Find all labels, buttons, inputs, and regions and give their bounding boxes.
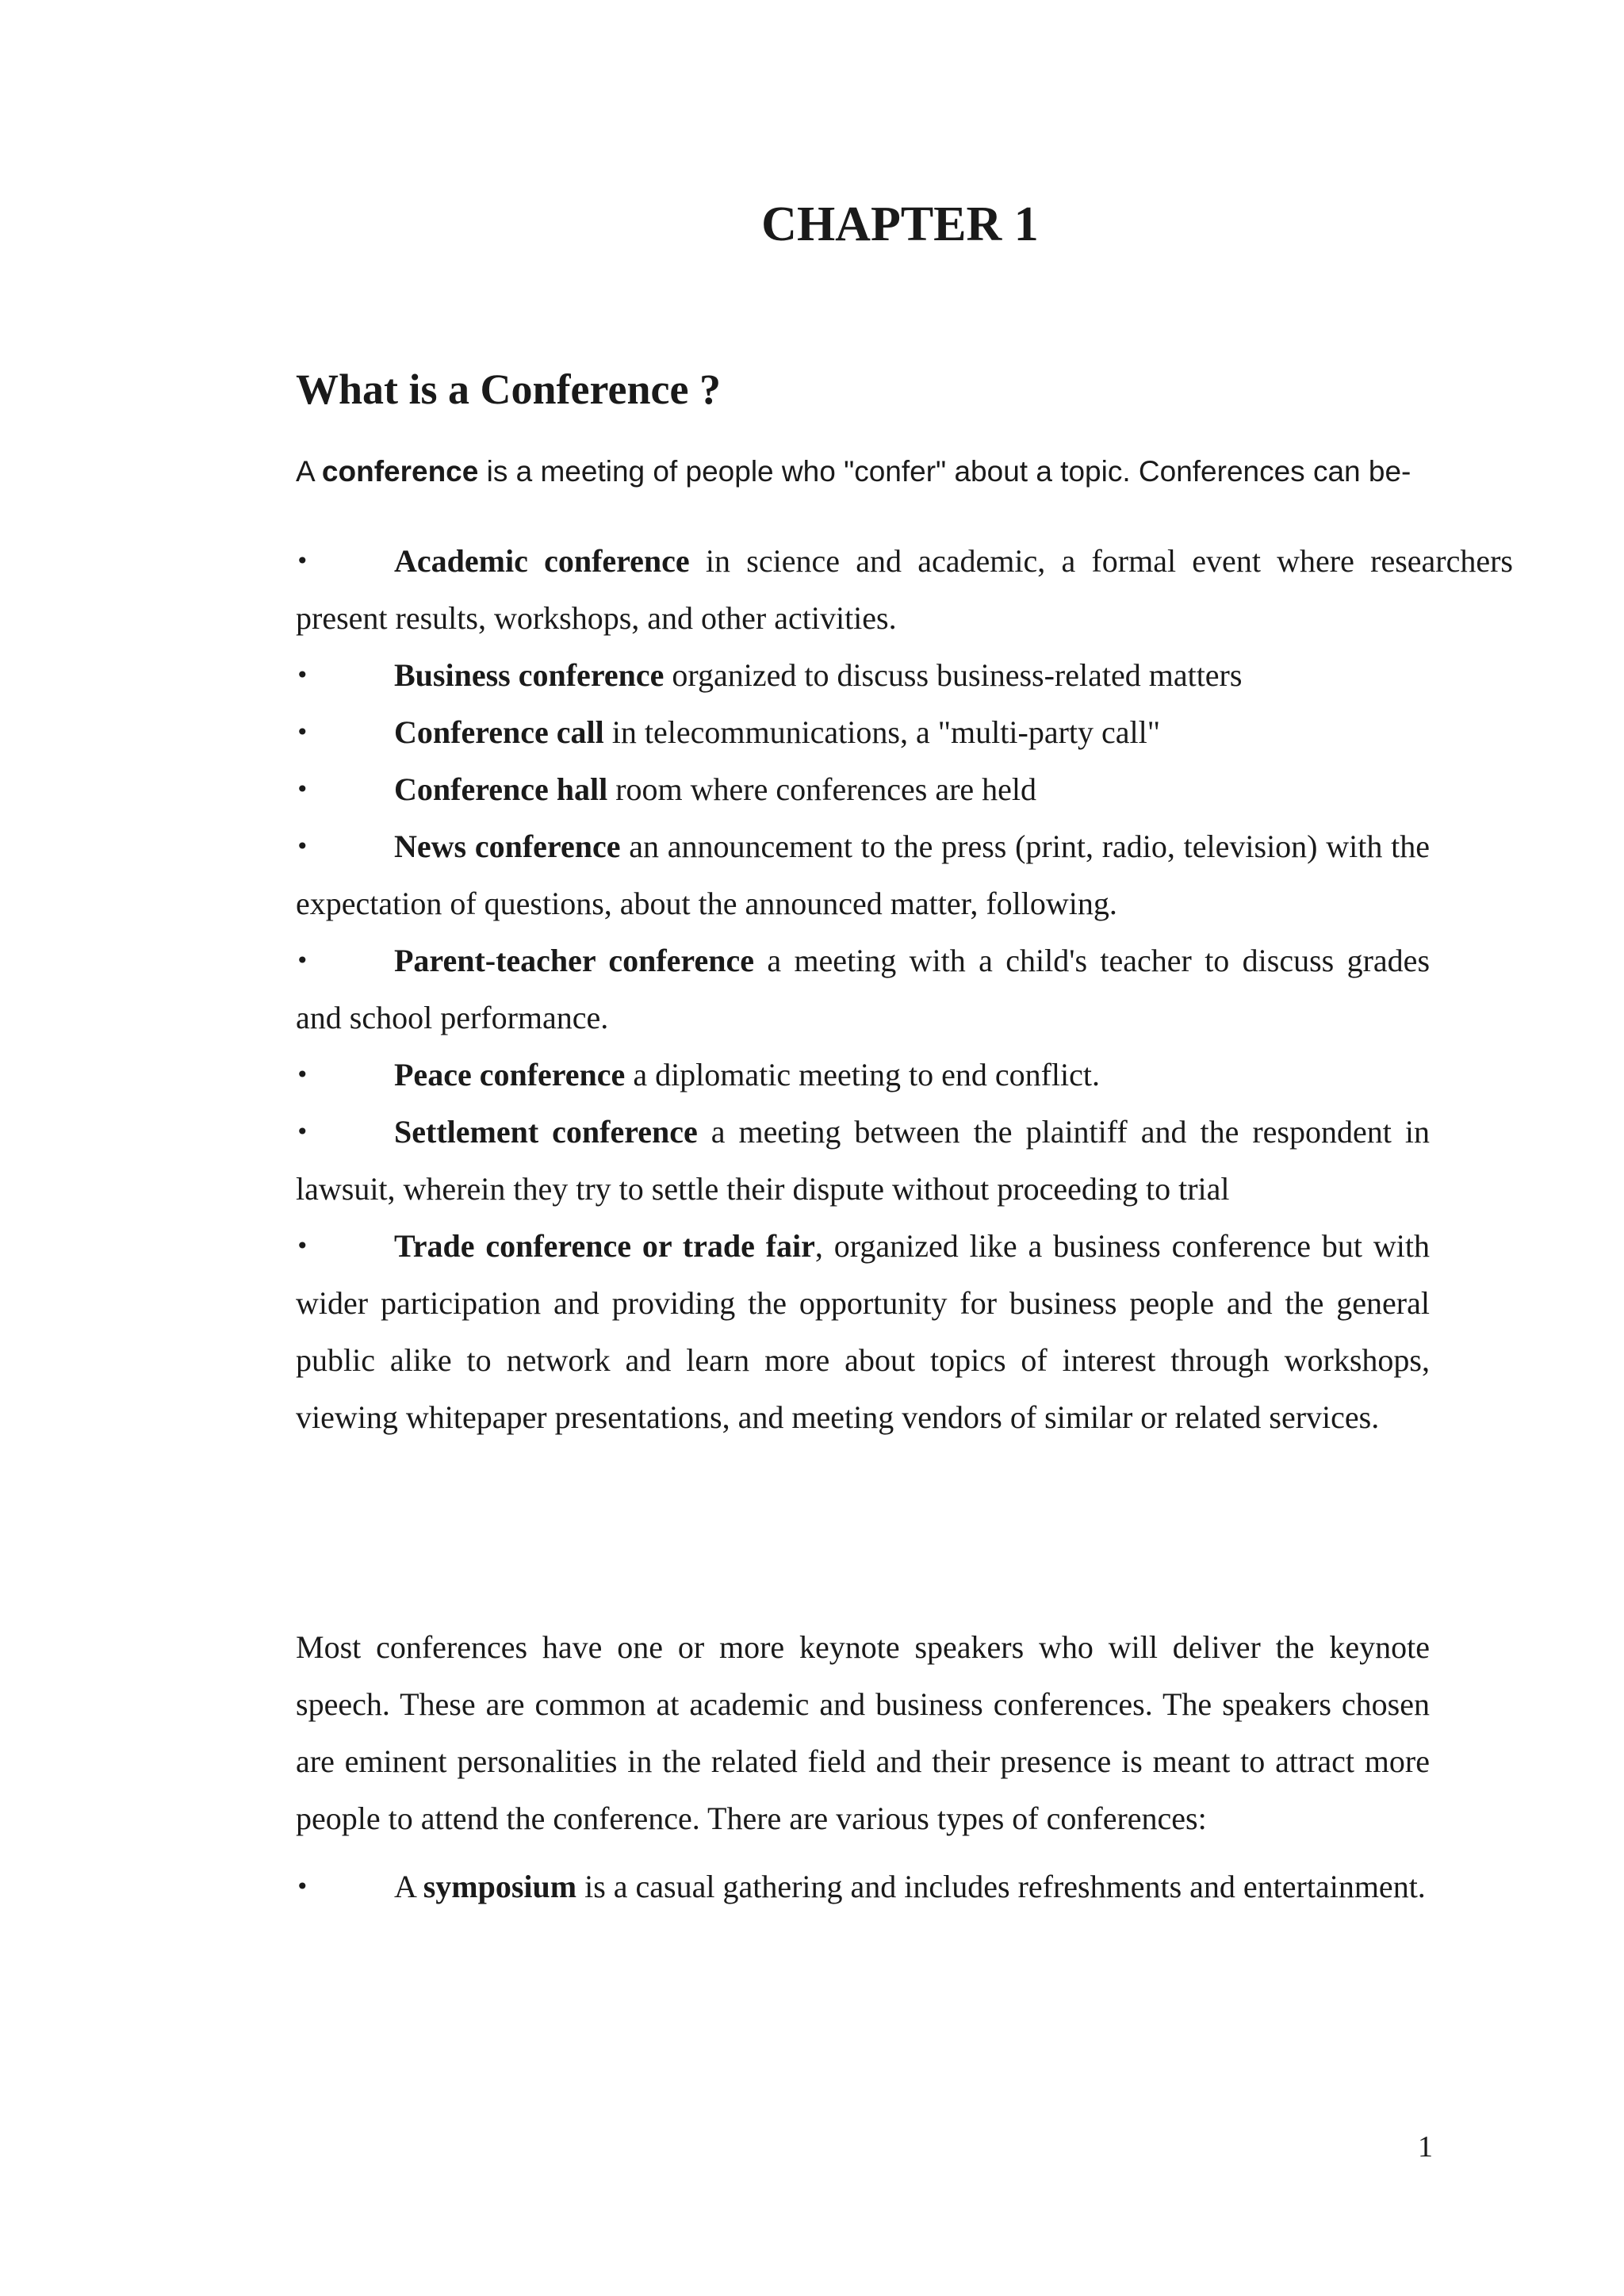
list-item xyxy=(296,1868,1430,1906)
list-item-desc: a diplomatic meeting to end conflict. xyxy=(625,1057,1101,1093)
symposium-pre: A xyxy=(394,1869,423,1904)
list-item-term: News conference xyxy=(394,828,621,864)
bullet-icon: • xyxy=(296,548,309,574)
bullet-icon: • xyxy=(296,662,309,688)
page-number: 1 xyxy=(1418,2130,1433,2164)
list-item-term: Peace conference xyxy=(394,1057,626,1093)
symposium-post: is a casual gathering and includes refreshments and entertainment. xyxy=(576,1869,1426,1904)
bullet-icon: • xyxy=(296,833,309,859)
symposium-list xyxy=(296,1868,1430,1906)
list-item xyxy=(296,818,1430,932)
list-item xyxy=(296,533,1513,647)
list-item-desc: , organized like a business conference but with wider participation and providing the opportunity for business people and the general public alike to network and learn more about topics of interest through workshops, viewing whitepaper presentations, and meeting vendors of similar or related services. xyxy=(296,1228,1430,1435)
list-item xyxy=(296,1218,1430,1446)
list-item-term: Trade conference or trade fair xyxy=(394,1228,815,1264)
bullet-icon: • xyxy=(296,1119,309,1145)
list-item xyxy=(296,1047,1430,1104)
list-item-desc: a meeting between the plaintiff and the respondent in lawsuit, wherein they try to settle their dispute without proceeding to trial xyxy=(296,1114,1430,1207)
list-item-desc: in telecommunications, a "multi-party call" xyxy=(603,714,1161,750)
keynote-paragraph: Most conferences have one or more keynote speakers who will deliver the keynote speech. These are common at academic and business conferences. The speakers chosen are eminent personalities in the related field and their presence is meant to attract more people to attend the conference. There are various types of conferences: xyxy=(296,1629,1430,1836)
list-item xyxy=(296,1104,1430,1218)
list-item-term: Academic conference xyxy=(394,543,690,579)
list-item-term: Business conference xyxy=(394,657,665,693)
intro-term: conference xyxy=(321,455,479,488)
list-item xyxy=(296,704,1430,761)
bullet-icon: • xyxy=(296,776,309,802)
bullet-icon: • xyxy=(296,1873,309,1900)
intro-post: is a meeting of people who "confer" about a topic. Conferences can be- xyxy=(478,455,1411,488)
conference-types-list xyxy=(296,533,1513,1446)
bullet-icon: • xyxy=(296,947,309,974)
list-item-desc: an announcement to the press (print, radio, television) with the expectation of questions, about the announced matter, following. xyxy=(296,828,1430,921)
list-item-desc: a meeting with a child's teacher to discuss grades and school performance. xyxy=(296,943,1431,1035)
section-heading: What is a Conference ? xyxy=(296,365,721,413)
list-item-term: Parent-teacher conference xyxy=(394,943,754,978)
bullet-icon: • xyxy=(296,719,309,745)
list-item-term: Settlement conference xyxy=(394,1114,698,1150)
list-item xyxy=(296,761,1430,818)
bullet-icon: • xyxy=(296,1062,309,1088)
list-item xyxy=(296,647,1430,704)
list-item-term: Conference call xyxy=(394,714,604,750)
intro-paragraph xyxy=(296,455,1422,488)
list-item-desc: room where conferences are held xyxy=(607,771,1037,807)
list-item-desc: organized to discuss business-related matters xyxy=(664,657,1243,693)
list-item-term: Conference hall xyxy=(394,771,608,807)
bullet-icon: • xyxy=(296,1233,309,1259)
list-item xyxy=(296,932,1430,1047)
symposium-term: symposium xyxy=(423,1869,577,1904)
chapter-title: CHAPTER 1 xyxy=(761,197,1039,251)
intro-pre: A xyxy=(296,455,322,488)
list-item-desc: in science and academic, a formal event where researchers present results, workshops, and other activities. xyxy=(296,543,1513,636)
